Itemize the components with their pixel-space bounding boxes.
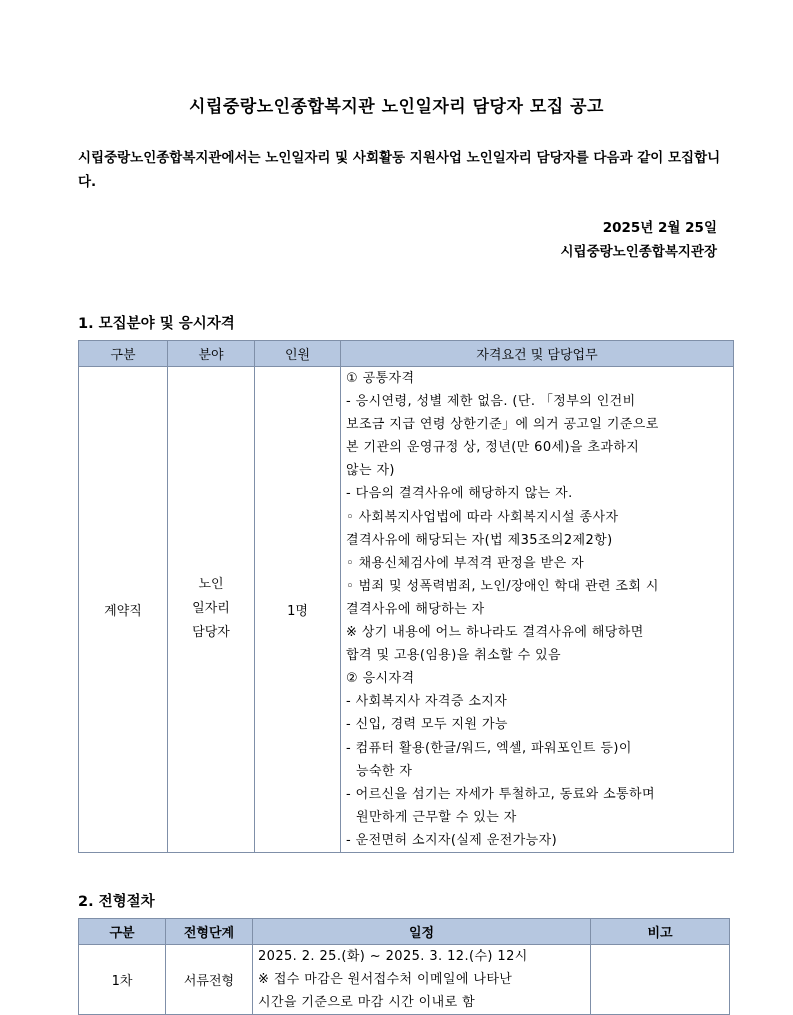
detail-line: ◦ 범죄 및 성폭력범죄, 노인/장애인 학대 관련 조회 시 [346,578,659,594]
schedule-line: 시간을 기준으로 마감 시간 이내로 함 [258,995,476,1010]
cell-count: 1명 [255,367,341,853]
detail-line: - 다음의 결격사유에 해당하지 않는 자. [346,486,573,502]
detail-line: ※ 상기 내용에 어느 하나라도 결격사유에 해당하면 [346,625,644,641]
detail-line: - 컴퓨터 활용(한글/워드, 엑셀, 파워포인트 등)이 [346,740,632,756]
page-title: 시립중랑노인종합복지관 노인일자리 담당자 모집 공고 [189,97,604,117]
section-heading-selection: 2. 전형절차 [78,894,155,910]
detail-line: - 사회복지사 자격증 소지자 [346,694,508,710]
header-stage: 전형단계 [166,919,253,945]
cell-schedule [253,945,591,1015]
detail-line: 않는 자) [346,463,395,479]
section-heading-recruitment: 1. 모집분야 및 응시자격 [78,316,235,332]
intro-paragraph: 시립중랑노인종합복지관에서는 노인일자리 및 사회활동 지원사업 노인일자리 담당자를 다음과 같이 모집합니다. [78,150,721,190]
detail-line: 원만하게 근무할 수 있는 자 [356,809,517,825]
detail-line: - 신입, 경력 모두 지원 가능 [346,717,508,733]
cell-category: 계약직 [79,367,168,853]
detail-line: 합격 및 고용(임용)을 취소할 수 있음 [346,648,562,664]
cell-note [591,945,730,1015]
cell-step: 1차 [79,945,166,1015]
header-field: 분야 [168,341,255,367]
notice-date: 2025년 2월 25일 [602,220,717,236]
schedule-line: 2025. 2. 25.(화) ~ 2025. 3. 12.(수) 12시 [258,949,528,964]
selection-table [78,918,730,1015]
detail-line: - 어르신을 섬기는 자세가 투철하고, 동료와 소통하며 [346,786,655,802]
detail-line: - 운전면허 소지자(실제 운전가능자) [346,832,558,848]
detail-line: 결격사유에 해당하는 자 [346,601,485,617]
field-line: 노인 [198,577,224,593]
signature: 시립중랑노인종합복지관장 [560,244,717,260]
header-schedule: 일정 [253,919,591,945]
detail-line: 보조금 지급 연령 상한기준」에 의거 공고일 기준으로 [346,417,659,433]
table-header-row [79,919,730,945]
recruitment-table [78,340,734,853]
detail-line: ◦ 채용신체검사에 부적격 판정을 받은 자 [346,555,585,571]
table-header-row [79,341,734,367]
detail-line: ① 공통자격 [346,371,415,386]
detail-line: ② 응시자격 [346,671,415,687]
header-step: 구분 [79,919,166,945]
detail-line: 본 기관의 운영규정 상, 정년(만 60세)을 초과하지 [346,440,640,456]
detail-line: 능숙한 자 [356,763,413,779]
cell-requirements [341,367,734,853]
detail-line: 결격사유에 해당되는 자(법 제35조의2제2항) [346,532,613,548]
header-note: 비고 [591,919,730,945]
header-requirements: 자격요건 및 담당업무 [341,341,734,367]
field-line: 일자리 [192,601,230,617]
header-count: 인원 [255,341,341,367]
detail-line: ◦ 사회복지사업법에 따라 사회복지시설 종사자 [346,509,619,525]
table-row [79,367,734,853]
detail-line: - 응시연령, 성별 제한 없음. (단. 「정부의 인건비 [346,394,636,410]
table-row [79,945,730,1015]
cell-field [168,367,255,853]
cell-stage: 서류전형 [166,945,253,1015]
schedule-line: ※ 접수 마감은 원서접수처 이메일에 나타난 [258,972,513,987]
header-category: 구분 [79,341,168,367]
field-line: 담당자 [192,625,230,641]
